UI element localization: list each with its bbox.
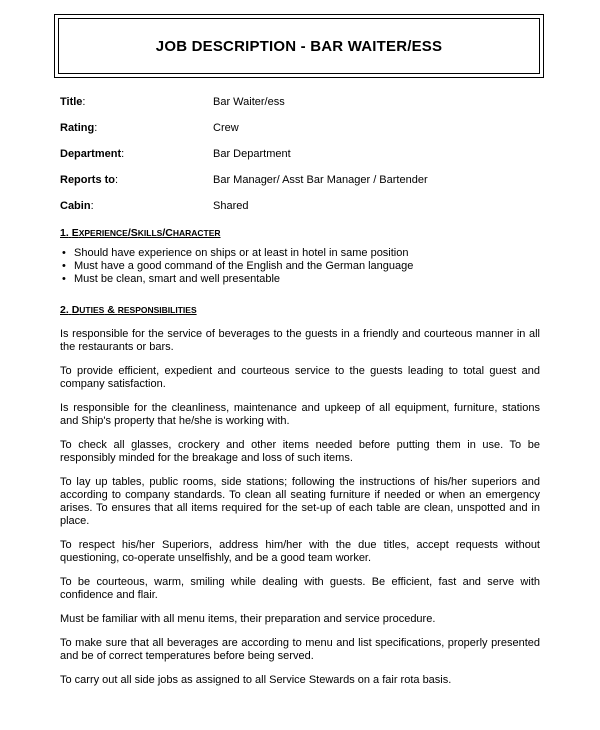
- field-department: [60, 148, 540, 174]
- section-duties: [60, 304, 540, 698]
- field-value: Bar Manager/ Asst Bar Manager / Bartender: [213, 174, 428, 186]
- duty-paragraph: To lay up tables, public rooms, side stations; following the instructions of his/her superiors and according to company standards. To clean all seating furniture if needed or when an emergency arises. To ensures that all items required for the set-up of each table are clean, unspotted and in place.: [60, 476, 540, 527]
- duty-paragraph: Must be familiar with all menu items, their preparation and service procedure.: [60, 613, 436, 625]
- duty-paragraph: To check all glasses, crockery and other items needed before putting them in use. To be responsibly minded for the breakage and loss of such items.: [60, 439, 540, 464]
- duty-paragraph: To be courteous, warm, smiling while dealing with guests. Be efficient, fast and serve with confidence and flair.: [60, 576, 540, 601]
- field-title: [60, 96, 540, 122]
- field-label: Reports to:: [60, 174, 119, 186]
- bullet-icon: •: [62, 247, 66, 259]
- section-experience: [60, 227, 540, 286]
- document-title: JOB DESCRIPTION - BAR WAITER/ESS: [155, 37, 443, 55]
- duty-paragraph: Is responsible for the cleanliness, maintenance and upkeep of all equipment, furniture, stations and Ship's property that he/she is working with.: [60, 402, 540, 427]
- job-fields: [60, 96, 540, 226]
- field-value: Bar Waiter/ess: [213, 96, 285, 108]
- list-item: • Must be clean, smart and well presentable: [62, 273, 281, 285]
- field-label: Cabin:: [60, 200, 94, 212]
- bullet-icon: •: [62, 260, 66, 272]
- section-heading: 2. DUTIES & RESPONSIBILITIES: [60, 304, 197, 316]
- field-label: Department:: [60, 148, 125, 160]
- experience-list: [60, 247, 540, 286]
- field-value: Shared: [213, 200, 249, 212]
- field-reports-to: [60, 174, 540, 200]
- section-heading: 1. EXPERIENCE/SKILLS/CHARACTER: [60, 227, 221, 239]
- bullet-icon: •: [62, 273, 66, 285]
- title-box: [54, 14, 544, 78]
- duty-paragraph: To provide efficient, expedient and courteous service to the guests leading to total guest and company satisfaction.: [60, 365, 540, 390]
- duty-paragraph: Is responsible for the service of beverages to the guests in a friendly and courteous manner in all the restaurants or bars.: [60, 328, 540, 353]
- duty-paragraph: To respect his/her Superiors, address him/her with the due titles, accept requests without questioning, co-operate unselfishly, and be a good team worker.: [60, 539, 540, 564]
- field-value: Bar Department: [213, 148, 291, 160]
- field-label: Rating:: [60, 122, 98, 134]
- field-label: Title:: [60, 96, 86, 108]
- duty-paragraph: To carry out all side jobs as assigned to all Service Stewards on a fair rota basis.: [60, 674, 452, 686]
- field-value: Crew: [213, 122, 239, 134]
- field-cabin: [60, 200, 540, 226]
- list-item: • Must have a good command of the English and the German language: [62, 260, 414, 272]
- title-box-inner-border: [58, 18, 540, 74]
- field-rating: [60, 122, 540, 148]
- duty-paragraph: To make sure that all beverages are according to menu and list specifications, properly presented and be of correct temperatures before being served.: [60, 637, 540, 662]
- list-item: • Should have experience on ships or at least in hotel in same position: [62, 247, 409, 259]
